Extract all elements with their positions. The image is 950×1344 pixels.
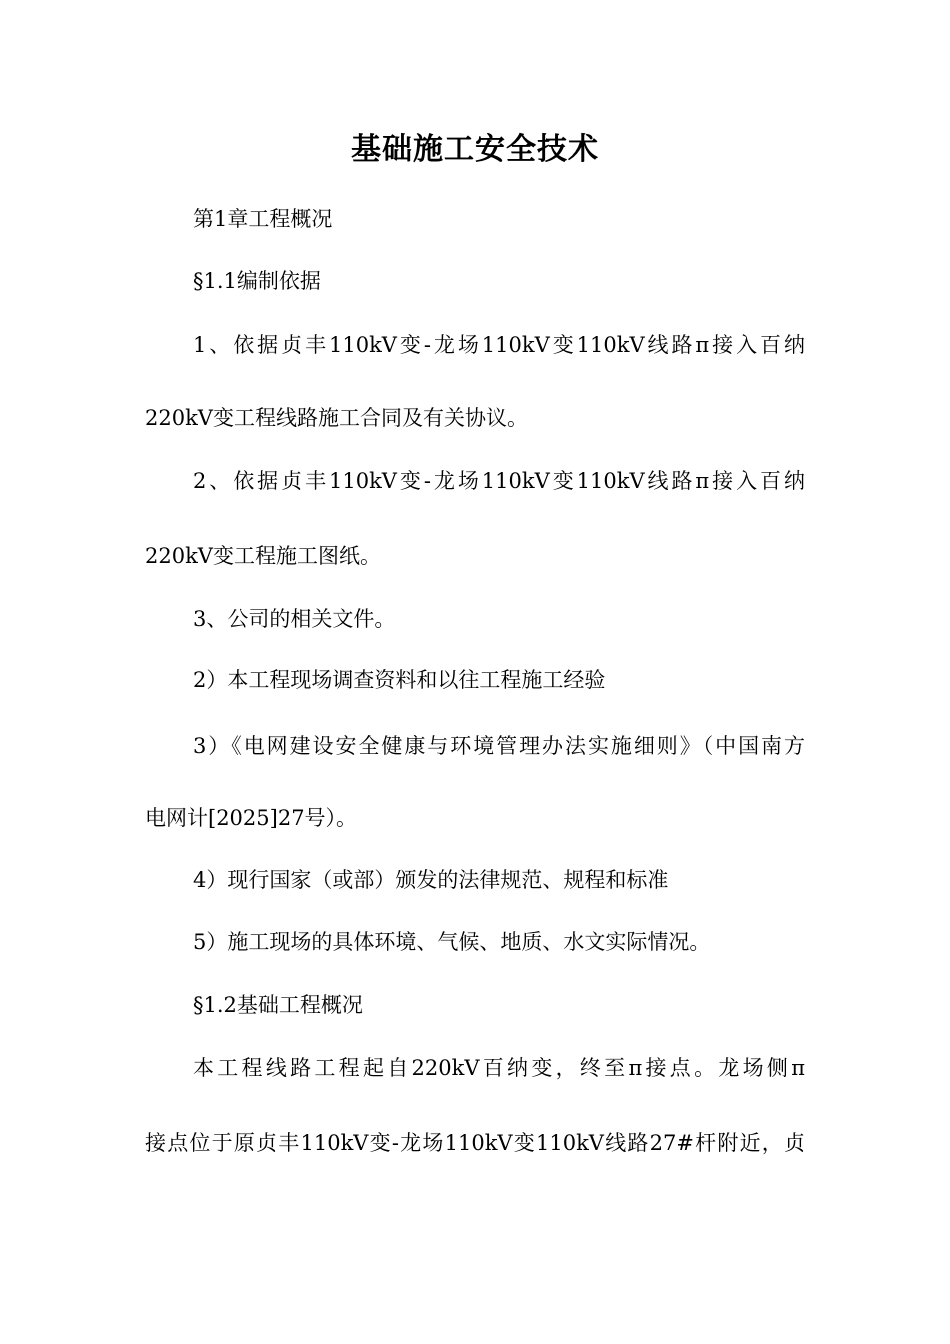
paragraph-item-2-line-2: 220kV变工程施工图纸。	[145, 544, 381, 568]
paragraph-overview-line-1: 本工程线路工程起自220kV百纳变，终至π接点。龙场侧π	[193, 1056, 805, 1080]
paragraph-item-3: 3、公司的相关文件。	[193, 607, 396, 631]
paragraph-sub-3-line-1: 3）《电网建设安全健康与环境管理办法实施细则》（中国南方	[193, 734, 805, 758]
section-heading-1-2: §1.2基础工程概况	[193, 993, 363, 1017]
chapter-heading: 第1章工程概况	[193, 207, 333, 231]
paragraph-item-1-line-1: 1、依据贞丰110kV变-龙场110kV变110kV线路π接入百纳	[193, 333, 805, 357]
paragraph-sub-4: 4）现行国家（或部）颁发的法律规范、规程和标准	[193, 868, 669, 892]
paragraph-sub-2: 2）本工程现场调查资料和以往工程施工经验	[193, 668, 606, 692]
paragraph-sub-3-line-2: 电网计[2025]27号）。	[145, 806, 358, 830]
section-heading-1-1: §1.1编制依据	[193, 269, 321, 293]
paragraph-sub-5: 5）施工现场的具体环境、气候、地质、水文实际情况。	[193, 930, 711, 954]
paragraph-overview-line-2: 接点位于原贞丰110kV变-龙场110kV变110kV线路27#杆附近，贞	[145, 1131, 805, 1155]
paragraph-item-2-line-1: 2、依据贞丰110kV变-龙场110kV变110kV线路π接入百纳	[193, 469, 805, 493]
document-title: 基础施工安全技术	[351, 132, 599, 167]
paragraph-item-1-line-2: 220kV变工程线路施工合同及有关协议。	[145, 406, 528, 430]
